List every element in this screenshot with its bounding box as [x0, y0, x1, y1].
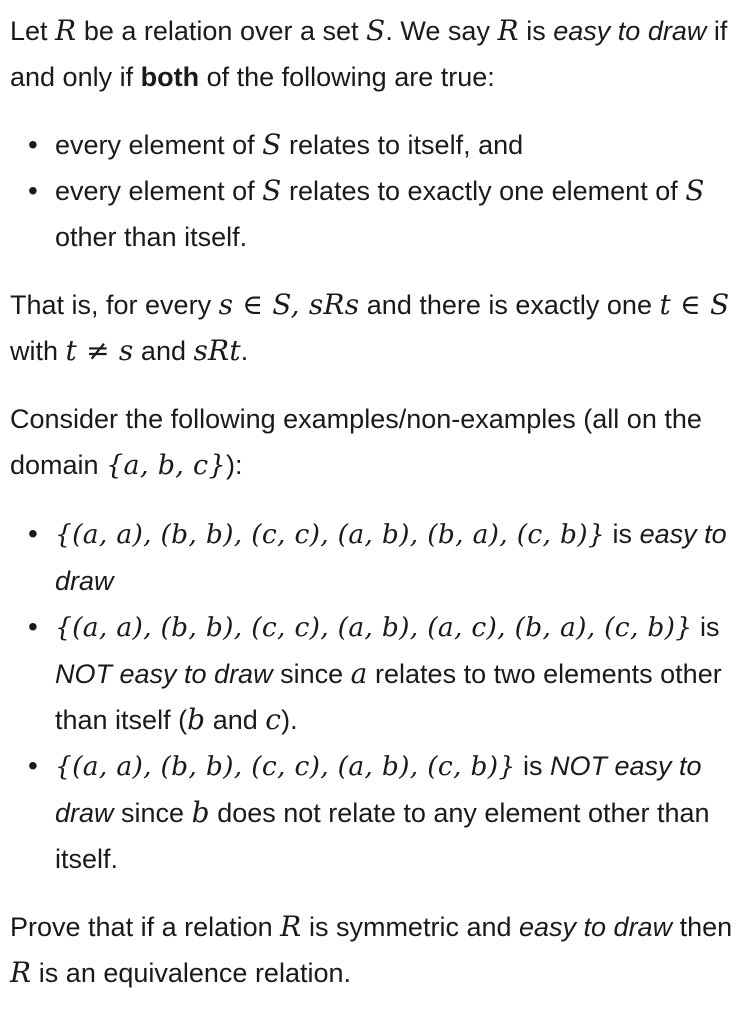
prove-paragraph — [10, 904, 754, 996]
text: every element of — [55, 130, 263, 160]
text: since — [272, 659, 351, 689]
math-set: {(a, a), (b, b), (c, c), (a, b), (a, c), (b, a), (c, b)} — [55, 612, 693, 643]
text: is — [518, 16, 554, 46]
text: with — [10, 336, 66, 366]
text: and — [205, 705, 266, 735]
example-item — [10, 604, 754, 743]
text: every element of — [55, 176, 263, 206]
text: is — [692, 612, 720, 642]
term-easy-to-draw: easy to draw — [55, 519, 727, 596]
math-var: R — [497, 14, 519, 47]
math-var: b — [191, 796, 210, 829]
text: is — [605, 519, 640, 549]
text: relates to itself, and — [281, 130, 524, 160]
text: does not relate to any element other than itself. — [55, 798, 710, 874]
examples-list — [10, 511, 754, 882]
math-var: S — [262, 128, 282, 161]
math-expr: t ≠ s — [65, 334, 134, 367]
condition-item — [10, 122, 754, 168]
text: be a relation over a set — [76, 16, 367, 46]
text: . We say — [385, 16, 498, 46]
emphasis-both: both — [140, 62, 200, 92]
text: ): — [225, 450, 243, 480]
text: and — [133, 336, 194, 366]
text: is symmetric and — [301, 912, 519, 942]
definition-paragraph — [10, 8, 754, 100]
that-is-paragraph — [10, 282, 754, 374]
math-var: R — [280, 910, 302, 943]
text: relates to two elements other than itself ( — [55, 659, 722, 735]
math-var: S — [685, 174, 705, 207]
text: ). — [281, 705, 298, 735]
text: and there is exactly one — [359, 290, 660, 320]
math-expr: t ∈ S — [659, 288, 730, 321]
math-var: b — [187, 703, 206, 736]
text: Consider the following examples/non-examples (all on the domain — [10, 404, 702, 480]
text: of the following are true: — [199, 62, 495, 92]
math-expr: s ∈ S, sRs — [218, 288, 360, 321]
text: Let — [10, 16, 56, 46]
math-var: a — [350, 657, 368, 690]
math-set: {(a, a), (b, b), (c, c), (a, b), (b, a), (c, b)} — [55, 519, 606, 550]
term-not-easy-to-draw: NOT easy to draw — [55, 659, 273, 689]
term-easy-to-draw: easy to draw — [553, 16, 707, 46]
text: if and only if — [10, 16, 728, 92]
text: then — [672, 912, 733, 942]
condition-item — [10, 168, 754, 260]
text: relates to exactly one element of — [281, 176, 686, 206]
text: Prove that if a relation — [10, 912, 281, 942]
text: other than itself. — [55, 222, 248, 252]
text: since — [113, 798, 192, 828]
conditions-list — [10, 122, 754, 260]
text: That is, for every — [10, 290, 219, 320]
consider-paragraph — [10, 396, 754, 489]
math-var: R — [55, 14, 77, 47]
math-var: c — [265, 703, 282, 736]
example-item — [10, 743, 754, 882]
math-domain: {a, b, c} — [106, 450, 226, 481]
math-expr: sRt — [193, 334, 241, 367]
example-item — [10, 511, 754, 604]
text: is an equivalence relation. — [31, 958, 351, 988]
math-var: S — [366, 14, 386, 47]
text: . — [240, 336, 249, 366]
math-var: R — [10, 956, 32, 989]
term-not-easy-to-draw: NOT easy to draw — [55, 751, 702, 828]
term-easy-to-draw: easy to draw — [519, 912, 673, 942]
math-set: {(a, a), (b, b), (c, c), (a, b), (c, b)} — [55, 751, 516, 782]
text: is — [515, 751, 551, 781]
math-var: S — [262, 174, 282, 207]
